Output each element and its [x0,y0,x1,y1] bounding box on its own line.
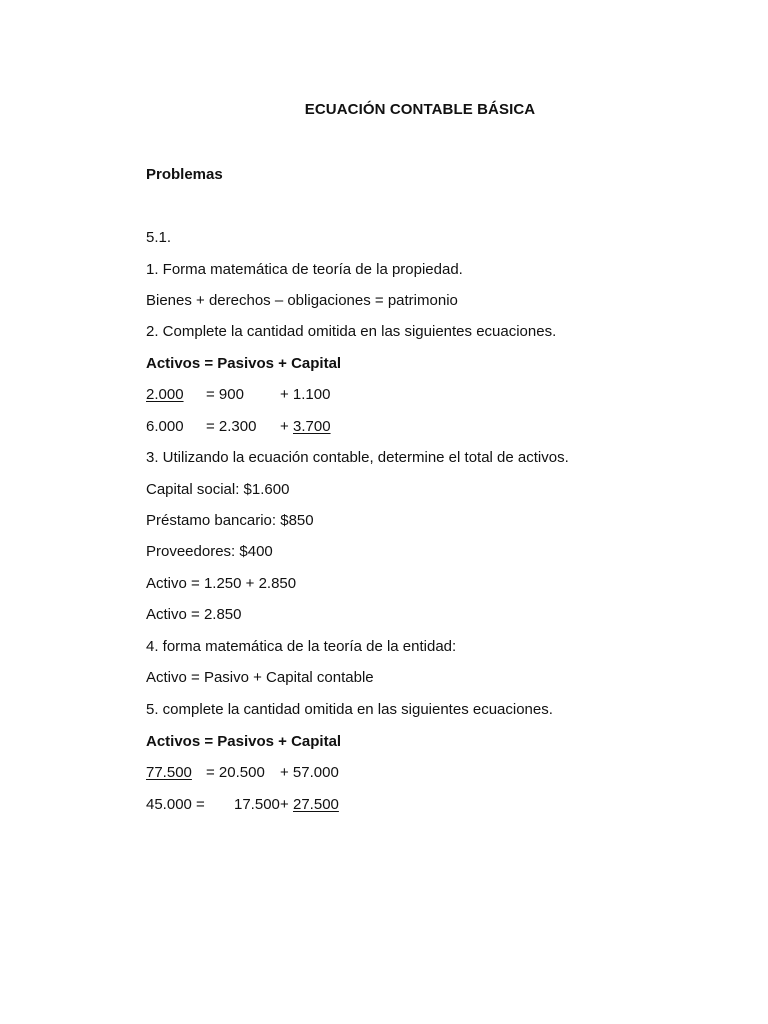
table1-row1-capital: + 1.100 [280,386,331,403]
question-1: 1. Forma matemática de teoría de la propiedad. [146,261,463,278]
activo-calculation: Activo = 1.250 + 2.850 [146,575,297,592]
activo-total: Activo = 2.850 [146,606,242,623]
table1-row2-pasivos: = 2.300 [206,418,257,435]
answer-4: Activo = Pasivo + Capital contable [146,669,374,686]
table1-row2-activos: 6.000 [146,418,184,435]
table1-row1-activos: 2.000 [146,386,184,403]
proveedores: Proveedores: $400 [146,543,273,560]
table1-row2-capital-sign: + [280,418,289,435]
table2-row2-capital-sign: + [280,796,289,813]
table2-row1-pasivos: = 20.500 [206,764,265,781]
question-2: 2. Complete la cantidad omitida en las siguientes ecuaciones. [146,323,557,340]
equation-header-1: Activos = Pasivos + Capital [146,355,342,372]
table2-row1-capital: + 57.000 [280,764,339,781]
section-heading: Problemas [146,166,223,183]
equation-header-2: Activos = Pasivos + Capital [146,733,342,750]
question-4: 4. forma matemática de la teoría de la entidad: [146,638,457,655]
answer-1: Bienes + derechos – obligaciones = patrimonio [146,292,458,309]
table1-row1-pasivos: = 900 [206,386,244,403]
table2-row2-activos: 45.000 = [146,796,205,813]
table2-row1-activos: 77.500 [146,764,192,781]
question-5: 5. complete la cantidad omitida en las siguientes ecuaciones. [146,701,553,718]
question-3: 3. Utilizando la ecuación contable, determine el total de activos. [146,449,569,466]
table1-row2-capital: 3.700 [293,418,331,435]
table2-row2-pasivos: 17.500 [234,796,280,813]
document-title: ECUACIÓN CONTABLE BÁSICA [304,101,536,118]
problem-number: 5.1. [146,229,172,246]
table2-row2-capital: 27.500 [293,796,339,813]
capital-social: Capital social: $1.600 [146,481,290,498]
prestamo-bancario: Préstamo bancario: $850 [146,512,314,529]
